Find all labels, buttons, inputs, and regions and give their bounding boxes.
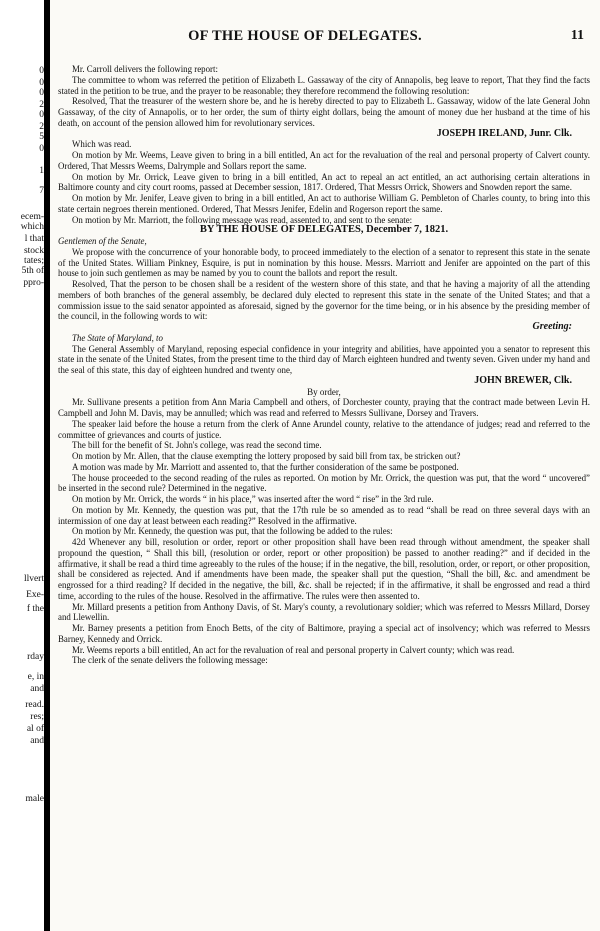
margin-fragment: read. [25, 700, 44, 710]
document-page [50, 0, 600, 931]
paragraph: We propose with the concurrence of your honorable body, to proceed immediately to the election of a senator to represent this state in the senate of the United States. William Pinkney, Esquire, is put in nomination by this house. Messrs. Marriott and Jenifer are appointed on the part of this house to join such gentlemen as may be named by you to count the ballots and report the result. [58, 246, 590, 279]
margin-fragment: f the [26, 604, 44, 614]
margin-fragment: 5th of [21, 266, 44, 276]
paragraph: Mr. Weems reports a bill entitled, An act for the revaluation of real and personal property in Calvert county; which was read. [72, 644, 515, 655]
paragraph: The clerk of the senate delivers the following message: [72, 655, 268, 666]
margin-fragment: 1 [39, 166, 44, 176]
margin-fragment: 2 [39, 122, 44, 132]
paragraph: On motion by Mr. Marriott, the following message was read, assented to, and sent to the senate: [72, 214, 413, 225]
margin-fragment: and [30, 684, 44, 694]
paragraph: On motion by Mr. Kennedy, the question was put, that the following be added to the rules: [72, 526, 393, 537]
paragraph: The house proceeded to the second reading of the rules as reported. On motion by Mr. Orrick, the question was put, that the word “ uncovered” be inserted in the second rule? Determined in the negative. [58, 472, 590, 494]
paragraph: Resolved, That the person to be chosen shall be a resident of the western shore of this state, and that he having a majority of all the attending members of both branches of the general assembly, be declared duly elected to represent this state in the senate of the United States; and that a commission issue to the said senator appointed as aforesaid, signed by the governor for the time being, or in his absence by the presiding member of the council, in the following words to wit: [58, 279, 590, 322]
margin-fragment: l that [24, 234, 44, 244]
paragraph: On motion by Mr. Weems, Leave given to bring in a bill entitled, An act for the revaluation of the real and personal property of Calvert county. Ordered, That Messrs Weems, Dalrymple and Sollars report the same. [58, 150, 590, 171]
paragraph: Greeting: [532, 321, 572, 332]
paragraph: BY THE HOUSE OF DELEGATES, December 7, 1821. [199, 224, 449, 236]
margin-fragment: e, in [27, 672, 44, 682]
margin-fragment: 0 [39, 78, 44, 88]
margin-fragment: 0 [39, 88, 44, 98]
paragraph: The General Assembly of Maryland, reposing especial confidence in your integrity and abilities, have appointed you a senator to represent this state in the senate of the United States, from the present time to the third day of March eighteen hundred and twenty seven. Given under my hand and the seal of this state, this day of eighteen hundred and twenty one, [58, 343, 590, 375]
margin-fragment: llvert [23, 574, 44, 584]
margin-fragment: which [20, 222, 44, 232]
paragraph: On motion by Mr. Orrick, Leave given to bring in a bill entitled, An act to repeal an act entitled, an act authorising certain alterations in Baltimore county and city court rooms, passed at December session, 1817. Ordered, That Messrs Orrick, Showers and Snowden report the same. [58, 171, 590, 193]
paragraph: Mr. Millard presents a petition from Anthony Davis, of St. Mary's county, a revolutionary soldier; which was referred to Messrs Millard, Dorsey and Llewellin. [58, 601, 590, 623]
paragraph: Mr. Carroll delivers the following report: [72, 64, 218, 74]
paragraph: The State of Maryland, to [72, 332, 163, 343]
margin-fragment: ecem- [20, 212, 44, 222]
paragraph: A motion was made by Mr. Marriott and assented to, that the further consideration of the same be postponed. [72, 461, 459, 472]
margin-fragment: rday [27, 652, 44, 662]
paragraph: On motion by Mr. Allen, that the clause exempting the lottery proposed by said bill from tax, be stricken out? [72, 451, 461, 461]
margin-fragment: 0 [39, 66, 44, 76]
margin-fragment: Exe- [26, 590, 44, 600]
margin-fragment: stock [23, 246, 44, 256]
page-header [50, 28, 600, 48]
paragraph: Which was read. [72, 139, 132, 150]
page-number: 11 [570, 28, 584, 43]
paragraph: JOHN BREWER, Clk. [474, 374, 572, 386]
paragraph: 42d Whenever any bill, resolution or order, report or other proposition shall have been read through without amendment, the speaker shall propound the question, “ Shall this bill, (resolution or order, report or other proposition) be passed to another reading?” and if decided in the affirmative, it shall be read a third time agreeably to the rules of the house; if in the negative, the bill, resolution, order, or report, or other proposition, shall be considered as rejected. And if amendments have been made, the speaker shall put the question, “Shall the bill, &c. and amendment be engrossed for a third reading? If decided in the negative, the bill, &c. shall be rejected; if in the affirmative, it shall be engrossed and read a third time, according to the rules of the house. Resolved in the affirmative. The rules were then assented to. [58, 537, 590, 601]
paragraph: Resolved, That the treasurer of the western shore be, and he is hereby directed to pay to Elizabeth L. Gassaway, widow of the late General John Gassaway, of the city of Annapolis, or to her order, the sum of thirty eight dollars, being the amount of money due her husband at the time of his death, on account of the pension allowed him for revolutionary services. [58, 96, 590, 128]
margin-fragment: ppro- [23, 278, 44, 288]
paragraph: Mr. Sullivane presents a petition from Ann Maria Campbell and others, of Dorchester county, praying that the contract made between Levin H. Campbell and John M. Davis, may be annulled; which was read and referred to Messrs Sullivane, Dorsey and Travers. [58, 397, 590, 418]
margin-fragment: res; [30, 712, 44, 722]
paragraph: The speaker laid before the house a return from the clerk of Anne Arundel county, relative to the attendance of judges; read and referred to the committee of grievances and courts of justice. [58, 418, 590, 440]
margin-fragment: 0 [39, 110, 44, 120]
paragraph: On motion by Mr. Orrick, the words “ in his place,” was inserted after the word “ rise” in the 3rd rule. [72, 494, 434, 504]
paragraph: On motion by Mr. Kennedy, the question was put, that the 17th rule be so amended as to read “shall be read on three several days with an intermission of one day at least between each reading?” Resolved in the affirmative. [58, 504, 590, 526]
paragraph: By order, [307, 386, 341, 397]
margin-fragment: 2 [39, 100, 44, 110]
page-title: OF THE HOUSE OF DELEGATES. [188, 28, 422, 44]
adjacent-page-strip [0, 0, 44, 931]
paragraph: On motion by Mr. Jenifer, Leave given to bring in a bill entitled, An act to authorise William G. Pembleton of Charles county, to bring into this state certain negroes therein mentioned. Ordered, That Messrs Jenifer, Edelin and Rogerson report the same. [58, 193, 590, 214]
margin-fragment: 5 [39, 132, 44, 142]
margin-fragment: and [30, 736, 44, 746]
paragraph: Gentlemen of the Senate, [58, 236, 147, 246]
margin-fragment: male [25, 794, 44, 804]
paragraph: Mr. Barney presents a petition from Enoch Betts, of the city of Baltimore, praying a special act of insolvency; which was referred to Messrs Barney, Kennedy and Orrick. [58, 623, 590, 644]
paragraph: The bill for the benefit of St. John's college, was read the second time. [72, 440, 322, 451]
margin-fragment: al of [26, 724, 44, 734]
paragraph: The committee to whom was referred the petition of Elizabeth L. Gassaway of the city of Annapolis, beg leave to report, That they find the facts stated in the petition to be true, and the prayer to be reasonable; they therefore recommend the following resolution: [58, 74, 590, 96]
margin-fragment: 0 [39, 144, 44, 154]
paragraph: JOSEPH IRELAND, Junr. Clk. [436, 127, 572, 139]
margin-fragment: 7 [39, 186, 44, 196]
page-body [58, 64, 590, 666]
margin-fragment: tates; [23, 256, 44, 266]
